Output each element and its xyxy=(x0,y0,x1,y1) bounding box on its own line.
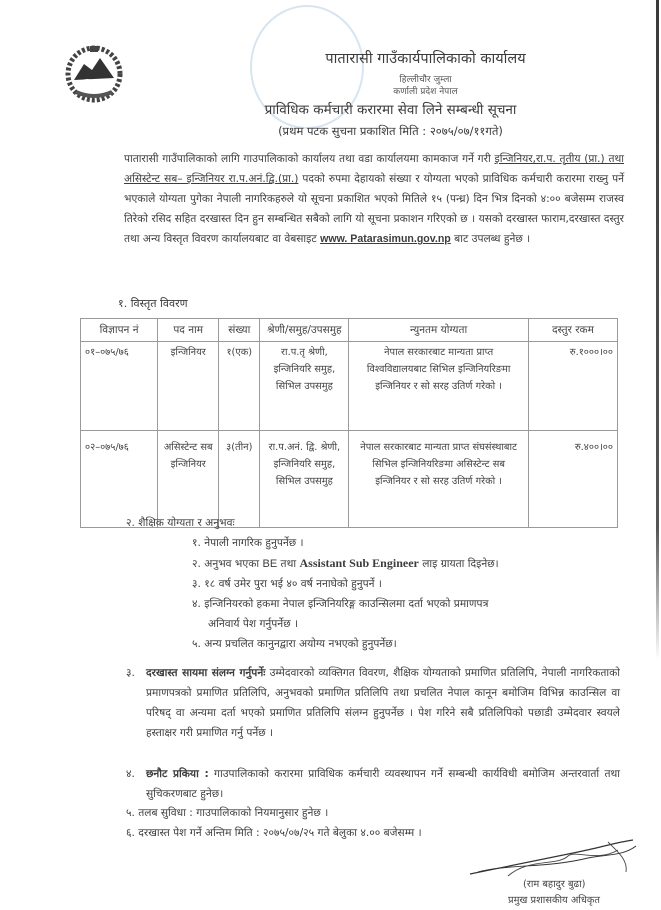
cell-post: इन्जिनियर xyxy=(158,342,219,431)
cell-qualification: नेपाल सरकारबाट मान्यता प्राप्त विश्वविद्यालयबाट सिभिल इन्जिनियरिङमा इन्जिनियर र सो सरह उतिर्ण गरेको । xyxy=(349,342,528,431)
cell-count: ३(तीन) xyxy=(219,431,260,528)
signatory-title: प्रमुख प्रशासकीय अधिकृत xyxy=(508,895,600,906)
section-2-title: २. शैक्षिक योग्यता र अनुभवः xyxy=(126,517,235,529)
item-2-post: लाइ ग्रायता दिइनेछ। xyxy=(422,558,499,570)
col-qualification: न्युनतम योग्यता xyxy=(349,319,528,342)
intro-posts-underlined: इन्जिनियर,रा.प. तृतीय (प्रा.) तथा असिस्टेन्ट सब– इन्जिनियर रा.प.अनं.द्वि.(प्रा.) xyxy=(124,153,625,185)
cell-post: असिस्टेन्ट सब इन्जिनियर xyxy=(158,431,219,528)
col-count: संख्या xyxy=(219,319,260,342)
cell-ad-no: ०२–०७५/७६ xyxy=(81,431,158,528)
section-4 xyxy=(126,764,620,804)
list-item: १. नेपाली नागरिक हुनुपर्नेछ । xyxy=(192,537,304,549)
intro-part-3: बाट उपलब्ध हुनेछ । xyxy=(454,233,531,245)
list-item: ३. १८ वर्ष उमेर पुरा भई ४० वर्ष ननाघेको हुनुपर्ने । xyxy=(192,578,382,590)
table-header-row xyxy=(81,319,618,342)
office-name: पातारासी गाउँकार्यपालिकाको कार्यालय xyxy=(325,51,526,67)
cell-class: रा.प.अनं. द्वि. श्रेणी, इन्जिनियरि समुह, सिभिल उपसमुह xyxy=(260,431,349,528)
col-ad-no: विज्ञापन नं xyxy=(81,319,158,342)
section-3-num: ३. xyxy=(126,667,135,679)
col-post: पद नाम xyxy=(158,319,219,342)
section-1-title: १. विस्तृत विवरण xyxy=(118,297,188,310)
cell-ad-no: ०१–०७५/७६ xyxy=(81,342,158,431)
notice-title: प्राविधिक कर्मचारी करारमा सेवा लिने सम्बन्धी सूचना xyxy=(264,102,517,118)
col-fee: दस्तुर रकम xyxy=(528,319,617,342)
publish-date: (प्रथम पटक सुचना प्रकाशित मिति : २०७५/०७/११गते) xyxy=(278,124,503,138)
list-item: ४. इन्जिनियरको हकमा नेपाल इन्जिनियरिङ्ग काउन्सिलमा दर्ता भएको प्रमाणपत्र xyxy=(192,598,489,610)
website-link[interactable]: www. Patarasimun.gov.np xyxy=(320,233,451,245)
cell-count: १(एक) xyxy=(219,342,260,431)
intro-part-1: पातारासी गाउँपालिकाको लागि गाउपालिकाको कार्यालय तथा वडा कार्यालयमा कामकाज गर्ने गरी xyxy=(124,153,491,165)
section-6: ६. दरखास्त पेश गर्ने अन्तिम मिति : २०७५/०७/२५ गते बेलुका ४.०० बजेसम्म । xyxy=(126,827,422,839)
item-2-mid: तथा xyxy=(280,558,297,570)
section-4-num: ४. xyxy=(126,768,135,780)
table-row xyxy=(81,342,618,431)
cell-fee: रु.१०००।०० xyxy=(528,342,617,431)
section-2-list xyxy=(192,533,592,654)
scan-edge-shadow xyxy=(656,0,659,660)
cell-class: रा.प.तृ श्रेणी, इन्जिनियरि समुह, सिभिल उपसमुह xyxy=(260,342,349,431)
address-line-2: कर्णाली प्रदेश नेपाल xyxy=(393,87,458,97)
list-item xyxy=(192,553,592,574)
item-2-pre: २. अनुभव भएका xyxy=(192,558,260,570)
intro-part-2: पदको रुपमा देहायको संख्या र योग्यता भएको प्राविधिक कर्मचारी करारमा राख्नु पर्ने भएकाले योग्यता पुगेका नेपाली नागरिकहरुले यो सूचना प्रकाशित भएको मितिले १५ (पन्ध्र) दिन भित्र दिनको ४:०० बजेसम्म राजस्व तिरेको रसिद सहित दरखास्त दिन हुन सम्बन्धित सबैको लागि यो सूचना प्रकाशन गरिएको छ । यसको दरखास्त फाराम,दरखास्त दस्तुर तथा अन्य विस्तृत विवरण कार्यालयबाट वा वेबसाइट xyxy=(124,173,624,245)
section-4-label: छनौट प्रकिया : xyxy=(146,768,209,780)
section-5: ५. तलब सुविधा : गाउपालिकाको नियमानुसार हुनेछ । xyxy=(126,807,329,819)
cell-fee: रु.४००।०० xyxy=(528,431,617,528)
cell-qualification: नेपाल सरकारबाट मान्यता प्राप्त संघसंस्थाबाट सिभिल इन्जिनियरिङमा असिस्टेन्ट सब इन्जिनियर र सो सरह उतिर्ण गरेको । xyxy=(349,431,528,528)
col-class: श्रेणी/समुह/उपसमुह xyxy=(260,319,349,342)
section-3-label: दरखास्त सायमा संलग्न गर्नुपर्नेः xyxy=(146,667,266,679)
section-3 xyxy=(126,663,620,743)
item-2-ase: Assistant Sub Engineer xyxy=(299,556,419,570)
intro-paragraph xyxy=(124,149,624,249)
signatory-name: (राम बहादुर बुढा) xyxy=(523,879,586,890)
list-item-continuation: अनिवार्य पेश गर्नुपर्नेछ । xyxy=(208,618,298,630)
list-item: ५. अन्य प्रचलित कानुनद्वारा अयोग्य नभएको हुनुपर्नेछ। xyxy=(192,638,397,650)
section-4-text: गाउपालिकाको करारमा प्राविधिक कर्मचारी व्यवस्थापन गर्ने सम्बन्धी कार्यविधी बमोजिम अन्तरवार्ता तथा सुचिकरणबाट हुनेछ। xyxy=(146,768,620,800)
item-2-be: BE xyxy=(262,558,278,570)
section-3-text: उम्मेदवारको व्यक्तिगत विवरण, शैक्षिक योग्यताको प्रमाणित प्रतिलिपि, नेपाली नागरिकताको प्रमाणपत्रको प्रमाणित प्रतिलिपि, अनुभवको प्रमाणित प्रतिलिपि तथा प्रचलित नेपाल कानून बमोजिम विभिन्न काउन्सिल वा परिषद् वा अन्यमा दर्ता भएको प्रमाणित प्रतिलिपि संलग्न हुनुपर्नेछ । पेश गरिने सबै प्रतिलिपिको पछाडी उम्मेदवार स्वयले हस्ताक्षर गरी प्रमाणित गर्नु पर्नेछ । xyxy=(146,667,620,739)
address-line-1: हिल्लीचौर जुम्ला xyxy=(399,75,452,85)
details-table xyxy=(80,318,618,528)
